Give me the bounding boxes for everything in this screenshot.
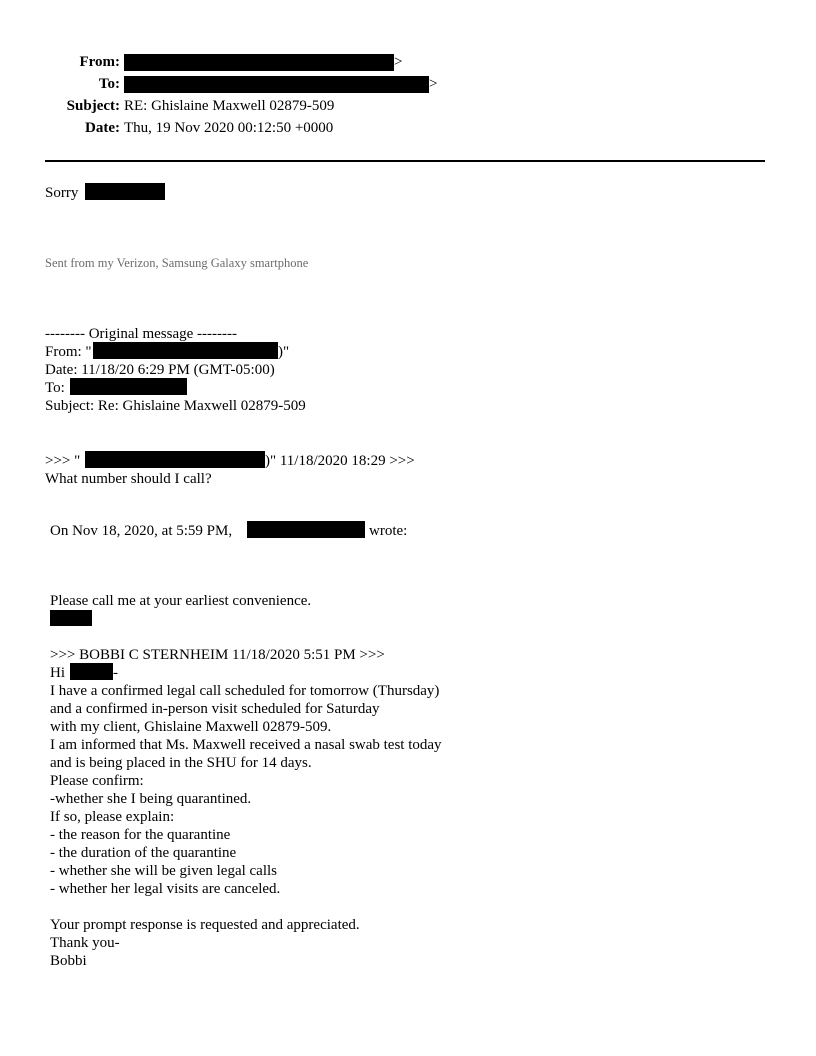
subject-label: Subject: [66, 98, 120, 114]
quote3-body [50, 682, 442, 898]
body-line: and a confirmed in-person visit scheduled for Saturday [50, 701, 380, 717]
reply-text: Sorry [45, 185, 79, 201]
quote3-greeting-prefix: Hi [50, 665, 65, 681]
redacted-block [247, 521, 365, 538]
quote2-prefix: On Nov 18, 2020, at 5:59 PM, [50, 523, 233, 539]
quote3-header: >>> BOBBI C STERNHEIM 11/18/2020 5:51 PM >>> [50, 647, 385, 663]
header-divider [45, 160, 765, 162]
original-message-divider: -------- Original message -------- [45, 326, 237, 342]
quote2-body: Please call me at your earliest convenience. [50, 593, 312, 609]
quote2-suffix: wrote: [369, 523, 408, 539]
redacted-block [85, 183, 165, 200]
original-to-prefix: To: [45, 380, 65, 396]
body-line: I am informed that Ms. Maxwell received a nasal swab test today [50, 737, 442, 753]
quote3-closing: Your prompt response is requested and appreciated. [50, 917, 360, 933]
body-line: - the reason for the quarantine [50, 827, 231, 843]
quote3-greeting-suffix: - [113, 665, 118, 681]
redacted-block [70, 663, 113, 680]
redacted-block [124, 54, 394, 71]
original-subject: Subject: Re: Ghislaine Maxwell 02879-509 [45, 398, 306, 414]
mobile-signature: Sent from my Verizon, Samsung Galaxy smartphone [45, 256, 309, 270]
body-line: with my client, Ghislaine Maxwell 02879-509. [50, 719, 332, 735]
date-value: Thu, 19 Nov 2020 00:12:50 +0000 [124, 120, 334, 136]
redacted-block [93, 342, 278, 359]
redacted-block [124, 76, 429, 93]
redacted-block [85, 451, 265, 468]
quote1-body: What number should I call? [45, 471, 212, 487]
redacted-block [70, 378, 187, 395]
body-line: and is being placed in the SHU for 14 days. [50, 755, 312, 771]
subject-value: RE: Ghislaine Maxwell 02879-509 [124, 98, 335, 114]
to-suffix: > [429, 76, 438, 92]
quote1-prefix: >>> " [45, 453, 81, 469]
body-line: -whether she I being quarantined. [50, 791, 252, 807]
from-suffix: > [394, 54, 403, 70]
to-label: To: [98, 76, 120, 92]
body-line: - the duration of the quarantine [50, 845, 237, 861]
quote3-signature-name: Bobbi [50, 953, 87, 969]
body-line: - whether she will be given legal calls [50, 863, 278, 879]
redacted-block [50, 610, 92, 626]
quote1-suffix: )" 11/18/2020 18:29 >>> [265, 453, 415, 469]
date-label: Date: [85, 120, 120, 136]
from-label: From: [79, 54, 120, 70]
body-line: I have a confirmed legal call scheduled for tomorrow (Thursday) [50, 683, 440, 699]
quote3-thanks: Thank you- [50, 935, 120, 951]
body-line: If so, please explain: [50, 809, 175, 825]
original-from-suffix: )" [278, 344, 290, 360]
original-from-prefix: From: " [45, 344, 92, 360]
body-line: Please confirm: [50, 773, 144, 789]
original-date: Date: 11/18/20 6:29 PM (GMT-05:00) [45, 362, 275, 378]
body-line: - whether her legal visits are canceled. [50, 881, 281, 897]
